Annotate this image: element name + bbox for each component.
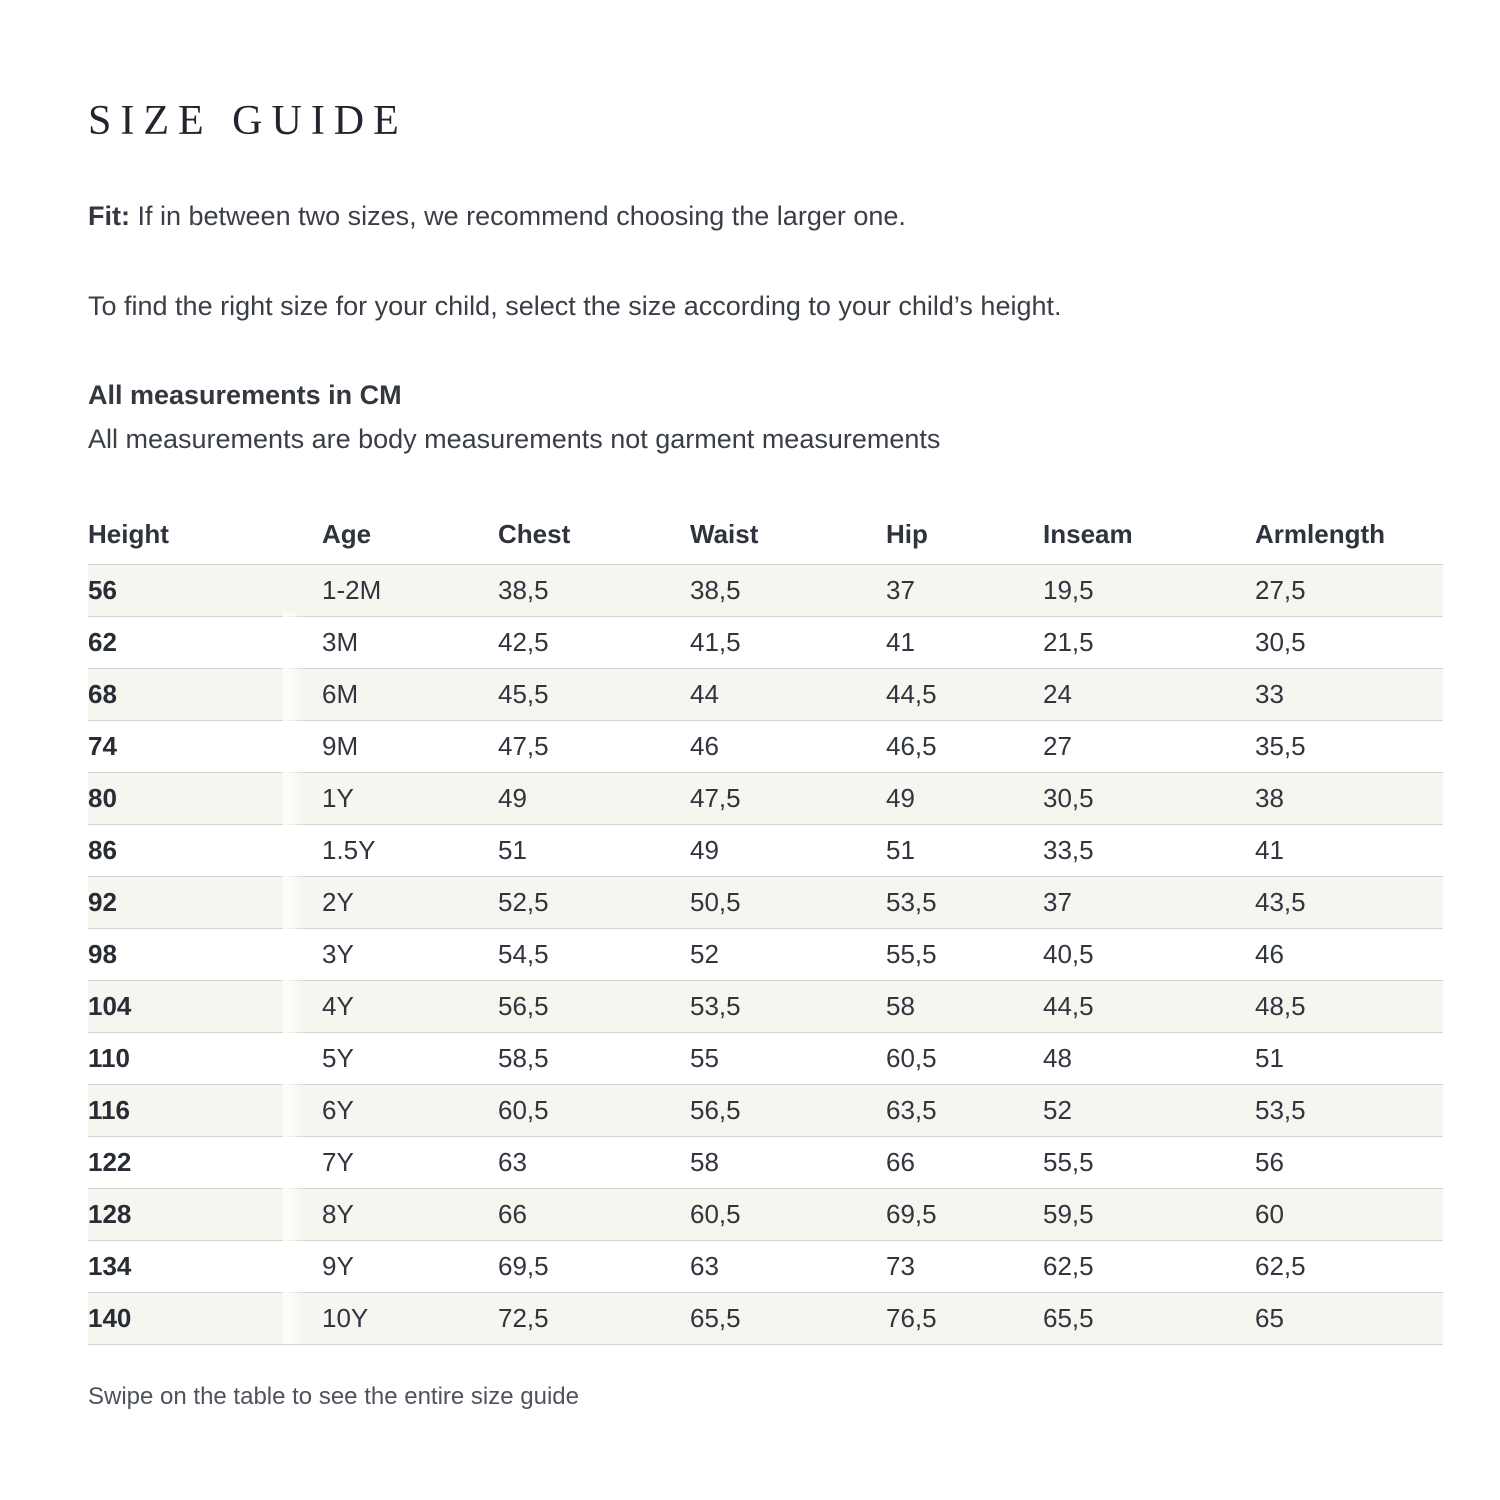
table-cell: 92 [88, 877, 322, 929]
swipe-hint-text: Swipe on the table to see the entire size guide [88, 1383, 579, 1411]
table-cell: 51 [886, 825, 1043, 877]
table-row [88, 1293, 1443, 1345]
table-cell: 9Y [322, 1241, 498, 1293]
table-cell: 27 [1043, 721, 1255, 773]
table-cell: 41 [1255, 825, 1443, 877]
table-cell: 49 [498, 773, 690, 825]
table-cell: 38,5 [690, 565, 886, 617]
table-row [88, 981, 1443, 1033]
table-cell: 41,5 [690, 617, 886, 669]
table-cell: 48 [1043, 1033, 1255, 1085]
table-row [88, 565, 1443, 617]
table-cell: 140 [88, 1293, 322, 1345]
find-size-text: To find the right size for your child, select the size according to your child’s height. [88, 291, 1062, 322]
column-header: Armlength [1255, 506, 1443, 565]
table-cell: 56 [1255, 1137, 1443, 1189]
fit-text: If in between two sizes, we recommend choosing the larger one. [129, 201, 906, 231]
table-cell: 38,5 [498, 565, 690, 617]
table-cell: 62,5 [1255, 1241, 1443, 1293]
table-cell: 45,5 [498, 669, 690, 721]
table-cell: 86 [88, 825, 322, 877]
table-cell: 38 [1255, 773, 1443, 825]
table-cell: 41 [886, 617, 1043, 669]
table-cell: 42,5 [498, 617, 690, 669]
column-header: Waist [690, 506, 886, 565]
table-cell: 1.5Y [322, 825, 498, 877]
table-cell: 46,5 [886, 721, 1043, 773]
table-cell: 58 [886, 981, 1043, 1033]
page-title: SIZE GUIDE [88, 98, 408, 144]
table-cell: 27,5 [1255, 565, 1443, 617]
size-table-scroll-container[interactable] [88, 506, 1443, 1345]
table-cell: 63 [690, 1241, 886, 1293]
table-cell: 43,5 [1255, 877, 1443, 929]
table-cell: 62 [88, 617, 322, 669]
table-cell: 46 [1255, 929, 1443, 981]
table-cell: 40,5 [1043, 929, 1255, 981]
table-cell: 44 [690, 669, 886, 721]
fit-label: Fit: [88, 201, 130, 231]
table-cell: 24 [1043, 669, 1255, 721]
table-cell: 55,5 [1043, 1137, 1255, 1189]
table-cell: 51 [1255, 1033, 1443, 1085]
measurements-unit-heading: All measurements in CM [88, 380, 402, 411]
table-row [88, 877, 1443, 929]
table-body [88, 565, 1443, 1345]
table-cell: 65 [1255, 1293, 1443, 1345]
table-cell: 59,5 [1043, 1189, 1255, 1241]
measurements-note: All measurements are body measurements not garment measurements [88, 424, 941, 455]
table-cell: 54,5 [498, 929, 690, 981]
table-cell: 60,5 [690, 1189, 886, 1241]
column-header: Inseam [1043, 506, 1255, 565]
table-cell: 1Y [322, 773, 498, 825]
table-cell: 65,5 [690, 1293, 886, 1345]
table-cell: 58,5 [498, 1033, 690, 1085]
table-cell: 62,5 [1043, 1241, 1255, 1293]
table-cell: 35,5 [1255, 721, 1443, 773]
table-cell: 110 [88, 1033, 322, 1085]
table-cell: 53,5 [1255, 1085, 1443, 1137]
table-cell: 44,5 [1043, 981, 1255, 1033]
table-cell: 21,5 [1043, 617, 1255, 669]
table-row [88, 929, 1443, 981]
table-cell: 52 [690, 929, 886, 981]
table-cell: 56,5 [690, 1085, 886, 1137]
table-cell: 60,5 [886, 1033, 1043, 1085]
table-cell: 3M [322, 617, 498, 669]
column-header: Age [322, 506, 498, 565]
table-cell: 66 [886, 1137, 1043, 1189]
column-header: Height [88, 506, 322, 565]
table-cell: 37 [886, 565, 1043, 617]
table-row [88, 721, 1443, 773]
table-cell: 4Y [322, 981, 498, 1033]
table-header-row [88, 506, 1443, 565]
table-cell: 52 [1043, 1085, 1255, 1137]
table-cell: 53,5 [690, 981, 886, 1033]
table-cell: 116 [88, 1085, 322, 1137]
table-cell: 30,5 [1255, 617, 1443, 669]
table-cell: 8Y [322, 1189, 498, 1241]
table-row [88, 1189, 1443, 1241]
table-cell: 128 [88, 1189, 322, 1241]
table-cell: 104 [88, 981, 322, 1033]
table-cell: 68 [88, 669, 322, 721]
fit-recommendation-text [88, 199, 1443, 234]
column-header: Hip [886, 506, 1043, 565]
table-row [88, 1137, 1443, 1189]
table-cell: 53,5 [886, 877, 1043, 929]
table-cell: 56 [88, 565, 322, 617]
table-cell: 49 [690, 825, 886, 877]
table-cell: 73 [886, 1241, 1043, 1293]
table-cell: 98 [88, 929, 322, 981]
table-cell: 74 [88, 721, 322, 773]
table-cell: 60 [1255, 1189, 1443, 1241]
table-cell: 52,5 [498, 877, 690, 929]
table-row [88, 825, 1443, 877]
table-cell: 122 [88, 1137, 322, 1189]
table-cell: 44,5 [886, 669, 1043, 721]
table-cell: 37 [1043, 877, 1255, 929]
table-cell: 55 [690, 1033, 886, 1085]
table-cell: 69,5 [498, 1241, 690, 1293]
size-table [88, 506, 1443, 1345]
table-row [88, 617, 1443, 669]
table-cell: 49 [886, 773, 1043, 825]
table-row [88, 669, 1443, 721]
table-cell: 5Y [322, 1033, 498, 1085]
table-cell: 58 [690, 1137, 886, 1189]
table-cell: 9M [322, 721, 498, 773]
table-cell: 46 [690, 721, 886, 773]
table-cell: 6M [322, 669, 498, 721]
table-cell: 80 [88, 773, 322, 825]
table-row [88, 773, 1443, 825]
table-cell: 51 [498, 825, 690, 877]
table-cell: 3Y [322, 929, 498, 981]
table-cell: 1-2M [322, 565, 498, 617]
column-header: Chest [498, 506, 690, 565]
table-cell: 55,5 [886, 929, 1043, 981]
table-cell: 7Y [322, 1137, 498, 1189]
table-cell: 69,5 [886, 1189, 1043, 1241]
table-cell: 56,5 [498, 981, 690, 1033]
table-cell: 30,5 [1043, 773, 1255, 825]
table-cell: 134 [88, 1241, 322, 1293]
table-cell: 63,5 [886, 1085, 1043, 1137]
table-cell: 60,5 [498, 1085, 690, 1137]
table-cell: 72,5 [498, 1293, 690, 1345]
table-cell: 48,5 [1255, 981, 1443, 1033]
table-cell: 47,5 [690, 773, 886, 825]
table-row [88, 1085, 1443, 1137]
table-cell: 63 [498, 1137, 690, 1189]
table-cell: 19,5 [1043, 565, 1255, 617]
table-cell: 65,5 [1043, 1293, 1255, 1345]
table-cell: 33 [1255, 669, 1443, 721]
table-cell: 33,5 [1043, 825, 1255, 877]
table-cell: 47,5 [498, 721, 690, 773]
table-row [88, 1241, 1443, 1293]
table-cell: 66 [498, 1189, 690, 1241]
table-row [88, 1033, 1443, 1085]
table-cell: 6Y [322, 1085, 498, 1137]
table-cell: 76,5 [886, 1293, 1043, 1345]
table-cell: 10Y [322, 1293, 498, 1345]
table-cell: 2Y [322, 877, 498, 929]
table-cell: 50,5 [690, 877, 886, 929]
